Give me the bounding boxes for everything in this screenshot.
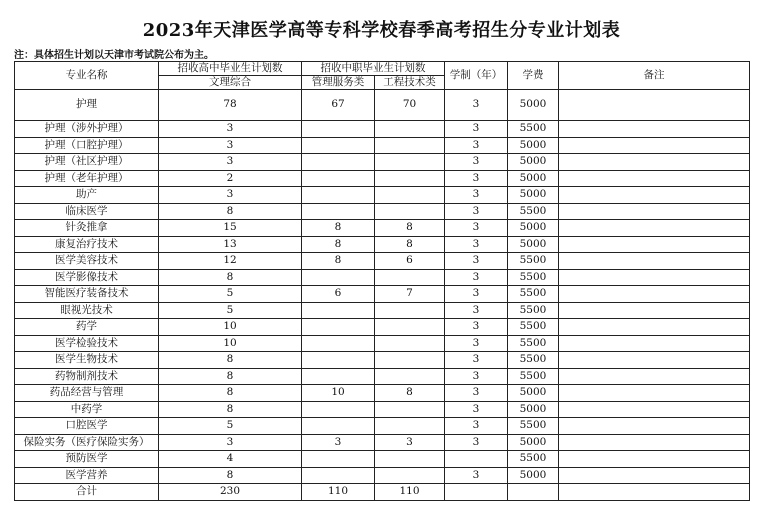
fee-cell: 5000 bbox=[508, 90, 559, 121]
remark-cell bbox=[559, 401, 750, 418]
eng-cell bbox=[375, 170, 445, 187]
fee-cell: 5500 bbox=[508, 253, 559, 270]
mgmt-cell: 67 bbox=[302, 90, 375, 121]
eng-cell bbox=[375, 335, 445, 352]
eng-cell bbox=[375, 154, 445, 171]
fee-cell: 5000 bbox=[508, 220, 559, 237]
wenli-cell: 8 bbox=[159, 203, 302, 220]
remark-cell bbox=[559, 302, 750, 319]
years-cell: 3 bbox=[445, 286, 508, 303]
fee-cell: 5000 bbox=[508, 236, 559, 253]
years-cell: 3 bbox=[445, 203, 508, 220]
mgmt-cell bbox=[302, 418, 375, 435]
remark-cell bbox=[559, 352, 750, 369]
remark-cell bbox=[559, 203, 750, 220]
eng-cell bbox=[375, 352, 445, 369]
years-cell: 3 bbox=[445, 335, 508, 352]
major-cell: 护理（涉外护理） bbox=[15, 121, 159, 138]
mgmt-cell bbox=[302, 269, 375, 286]
fee-cell: 5500 bbox=[508, 418, 559, 435]
note-text: 注：具体招生计划以天津市考试院公布为主。 bbox=[14, 50, 214, 61]
mgmt-cell bbox=[302, 203, 375, 220]
eng-cell bbox=[375, 401, 445, 418]
table-row bbox=[15, 137, 750, 154]
header-group-vocational: 招收中职毕业生计划数 bbox=[302, 62, 445, 76]
eng-cell: 6 bbox=[375, 253, 445, 270]
fee-cell: 5500 bbox=[508, 319, 559, 336]
fee-cell: 5500 bbox=[508, 302, 559, 319]
major-cell: 智能医疗装备技术 bbox=[15, 286, 159, 303]
header-group-high: 招收高中毕业生计划数 bbox=[159, 62, 302, 76]
major-cell: 医学影像技术 bbox=[15, 269, 159, 286]
total-label: 合计 bbox=[15, 484, 159, 501]
wenli-cell: 10 bbox=[159, 335, 302, 352]
major-cell: 药品经营与管理 bbox=[15, 385, 159, 402]
fee-cell: 5000 bbox=[508, 434, 559, 451]
fee-cell: 5500 bbox=[508, 286, 559, 303]
fee-cell: 5000 bbox=[508, 187, 559, 204]
wenli-cell: 8 bbox=[159, 401, 302, 418]
wenli-cell: 8 bbox=[159, 352, 302, 369]
major-cell: 医学生物技术 bbox=[15, 352, 159, 369]
table-row bbox=[15, 253, 750, 270]
fee-cell: 5000 bbox=[508, 401, 559, 418]
mgmt-cell: 8 bbox=[302, 220, 375, 237]
remark-cell bbox=[559, 451, 750, 468]
wenli-cell: 2 bbox=[159, 170, 302, 187]
mgmt-cell bbox=[302, 187, 375, 204]
mgmt-cell bbox=[302, 154, 375, 171]
mgmt-cell: 8 bbox=[302, 253, 375, 270]
wenli-cell: 3 bbox=[159, 137, 302, 154]
major-cell: 口腔医学 bbox=[15, 418, 159, 435]
mgmt-cell bbox=[302, 401, 375, 418]
years-cell: 3 bbox=[445, 220, 508, 237]
table-row bbox=[15, 220, 750, 237]
wenli-cell: 3 bbox=[159, 121, 302, 138]
total-remark bbox=[559, 484, 750, 501]
wenli-cell: 8 bbox=[159, 385, 302, 402]
years-cell: 3 bbox=[445, 467, 508, 484]
eng-cell bbox=[375, 418, 445, 435]
total-years bbox=[445, 484, 508, 501]
fee-cell: 5500 bbox=[508, 269, 559, 286]
table-row bbox=[15, 467, 750, 484]
total-wenli: 230 bbox=[159, 484, 302, 501]
remark-cell bbox=[559, 368, 750, 385]
eng-cell: 7 bbox=[375, 286, 445, 303]
header-row-1 bbox=[15, 62, 750, 76]
remark-cell bbox=[559, 220, 750, 237]
fee-cell: 5000 bbox=[508, 467, 559, 484]
header-mgmt: 管理服务类 bbox=[302, 76, 375, 90]
mgmt-cell bbox=[302, 467, 375, 484]
mgmt-cell: 8 bbox=[302, 236, 375, 253]
header-remark: 备注 bbox=[559, 62, 750, 90]
major-cell: 中药学 bbox=[15, 401, 159, 418]
years-cell: 3 bbox=[445, 434, 508, 451]
years-cell: 3 bbox=[445, 385, 508, 402]
fee-cell: 5000 bbox=[508, 385, 559, 402]
remark-cell bbox=[559, 335, 750, 352]
major-cell: 临床医学 bbox=[15, 203, 159, 220]
mgmt-cell bbox=[302, 335, 375, 352]
major-cell: 保险实务（医疗保险实务） bbox=[15, 434, 159, 451]
major-cell: 康复治疗技术 bbox=[15, 236, 159, 253]
total-eng: 110 bbox=[375, 484, 445, 501]
wenli-cell: 12 bbox=[159, 253, 302, 270]
remark-cell bbox=[559, 236, 750, 253]
remark-cell bbox=[559, 137, 750, 154]
years-cell: 3 bbox=[445, 121, 508, 138]
fee-cell: 5500 bbox=[508, 352, 559, 369]
wenli-cell: 3 bbox=[159, 154, 302, 171]
remark-cell bbox=[559, 170, 750, 187]
table-row bbox=[15, 335, 750, 352]
fee-cell: 5500 bbox=[508, 121, 559, 138]
eng-cell: 70 bbox=[375, 90, 445, 121]
table-row bbox=[15, 302, 750, 319]
remark-cell bbox=[559, 418, 750, 435]
major-cell: 预防医学 bbox=[15, 451, 159, 468]
wenli-cell: 8 bbox=[159, 368, 302, 385]
eng-cell bbox=[375, 319, 445, 336]
table-row bbox=[15, 236, 750, 253]
major-cell: 护理（口腔护理） bbox=[15, 137, 159, 154]
fee-cell: 5500 bbox=[508, 335, 559, 352]
major-cell: 医学检验技术 bbox=[15, 335, 159, 352]
fee-cell: 5500 bbox=[508, 368, 559, 385]
years-cell: 3 bbox=[445, 269, 508, 286]
table-row bbox=[15, 90, 750, 121]
table-row bbox=[15, 187, 750, 204]
years-cell: 3 bbox=[445, 253, 508, 270]
major-cell: 护理（老年护理） bbox=[15, 170, 159, 187]
table-row bbox=[15, 269, 750, 286]
wenli-cell: 3 bbox=[159, 434, 302, 451]
table-row bbox=[15, 170, 750, 187]
table-row bbox=[15, 121, 750, 138]
mgmt-cell: 3 bbox=[302, 434, 375, 451]
remark-cell bbox=[559, 434, 750, 451]
fee-cell: 5000 bbox=[508, 154, 559, 171]
remark-cell bbox=[559, 90, 750, 121]
years-cell: 3 bbox=[445, 137, 508, 154]
remark-cell bbox=[559, 269, 750, 286]
years-cell: 3 bbox=[445, 90, 508, 121]
table-row bbox=[15, 203, 750, 220]
total-mgmt: 110 bbox=[302, 484, 375, 501]
mgmt-cell: 10 bbox=[302, 385, 375, 402]
header-duration: 学制（年） bbox=[445, 62, 508, 90]
mgmt-cell bbox=[302, 302, 375, 319]
major-cell: 医学营养 bbox=[15, 467, 159, 484]
eng-cell bbox=[375, 269, 445, 286]
fee-cell: 5000 bbox=[508, 170, 559, 187]
wenli-cell: 15 bbox=[159, 220, 302, 237]
eng-cell bbox=[375, 203, 445, 220]
eng-cell: 3 bbox=[375, 434, 445, 451]
header-wenli: 文理综合 bbox=[159, 76, 302, 90]
mgmt-cell bbox=[302, 170, 375, 187]
table-row bbox=[15, 286, 750, 303]
eng-cell: 8 bbox=[375, 385, 445, 402]
header-fee: 学费 bbox=[508, 62, 559, 90]
fee-cell: 5500 bbox=[508, 203, 559, 220]
mgmt-cell bbox=[302, 352, 375, 369]
years-cell: 3 bbox=[445, 302, 508, 319]
mgmt-cell bbox=[302, 137, 375, 154]
years-cell: 3 bbox=[445, 236, 508, 253]
major-cell: 护理 bbox=[15, 90, 159, 121]
mgmt-cell: 6 bbox=[302, 286, 375, 303]
table-row bbox=[15, 154, 750, 171]
fee-cell: 5500 bbox=[508, 451, 559, 468]
header-major: 专业名称 bbox=[15, 62, 159, 90]
years-cell: 3 bbox=[445, 401, 508, 418]
table-body bbox=[15, 90, 750, 484]
major-cell: 眼视光技术 bbox=[15, 302, 159, 319]
table-row bbox=[15, 385, 750, 402]
remark-cell bbox=[559, 253, 750, 270]
years-cell: 3 bbox=[445, 352, 508, 369]
eng-cell bbox=[375, 121, 445, 138]
remark-cell bbox=[559, 319, 750, 336]
total-fee bbox=[508, 484, 559, 501]
years-cell: 3 bbox=[445, 154, 508, 171]
years-cell: 3 bbox=[445, 368, 508, 385]
eng-cell bbox=[375, 137, 445, 154]
wenli-cell: 5 bbox=[159, 302, 302, 319]
major-cell: 药学 bbox=[15, 319, 159, 336]
remark-cell bbox=[559, 385, 750, 402]
table-row bbox=[15, 352, 750, 369]
table-row bbox=[15, 451, 750, 468]
wenli-cell: 10 bbox=[159, 319, 302, 336]
years-cell: 3 bbox=[445, 319, 508, 336]
wenli-cell: 5 bbox=[159, 418, 302, 435]
remark-cell bbox=[559, 467, 750, 484]
wenli-cell: 78 bbox=[159, 90, 302, 121]
wenli-cell: 13 bbox=[159, 236, 302, 253]
mgmt-cell bbox=[302, 121, 375, 138]
mgmt-cell bbox=[302, 368, 375, 385]
fee-cell: 5000 bbox=[508, 137, 559, 154]
table-row bbox=[15, 368, 750, 385]
remark-cell bbox=[559, 187, 750, 204]
major-cell: 助产 bbox=[15, 187, 159, 204]
eng-cell bbox=[375, 467, 445, 484]
remark-cell bbox=[559, 286, 750, 303]
table-row bbox=[15, 401, 750, 418]
enrollment-plan-table bbox=[14, 61, 750, 501]
major-cell: 针灸推拿 bbox=[15, 220, 159, 237]
years-cell bbox=[445, 451, 508, 468]
eng-cell bbox=[375, 451, 445, 468]
table-row bbox=[15, 319, 750, 336]
wenli-cell: 8 bbox=[159, 269, 302, 286]
wenli-cell: 4 bbox=[159, 451, 302, 468]
eng-cell: 8 bbox=[375, 220, 445, 237]
eng-cell bbox=[375, 302, 445, 319]
page-title: 2023年天津医学高等专科学校春季高考招生分专业计划表 bbox=[142, 20, 621, 41]
eng-cell: 8 bbox=[375, 236, 445, 253]
eng-cell bbox=[375, 187, 445, 204]
remark-cell bbox=[559, 121, 750, 138]
years-cell: 3 bbox=[445, 170, 508, 187]
years-cell: 3 bbox=[445, 187, 508, 204]
years-cell: 3 bbox=[445, 418, 508, 435]
remark-cell bbox=[559, 154, 750, 171]
major-cell: 药物制剂技术 bbox=[15, 368, 159, 385]
wenli-cell: 3 bbox=[159, 187, 302, 204]
wenli-cell: 8 bbox=[159, 467, 302, 484]
table-row bbox=[15, 434, 750, 451]
header-eng: 工程技术类 bbox=[375, 76, 445, 90]
total-row bbox=[15, 484, 750, 501]
major-cell: 医学美容技术 bbox=[15, 253, 159, 270]
major-cell: 护理（社区护理） bbox=[15, 154, 159, 171]
eng-cell bbox=[375, 368, 445, 385]
table-row bbox=[15, 418, 750, 435]
wenli-cell: 5 bbox=[159, 286, 302, 303]
mgmt-cell bbox=[302, 451, 375, 468]
mgmt-cell bbox=[302, 319, 375, 336]
